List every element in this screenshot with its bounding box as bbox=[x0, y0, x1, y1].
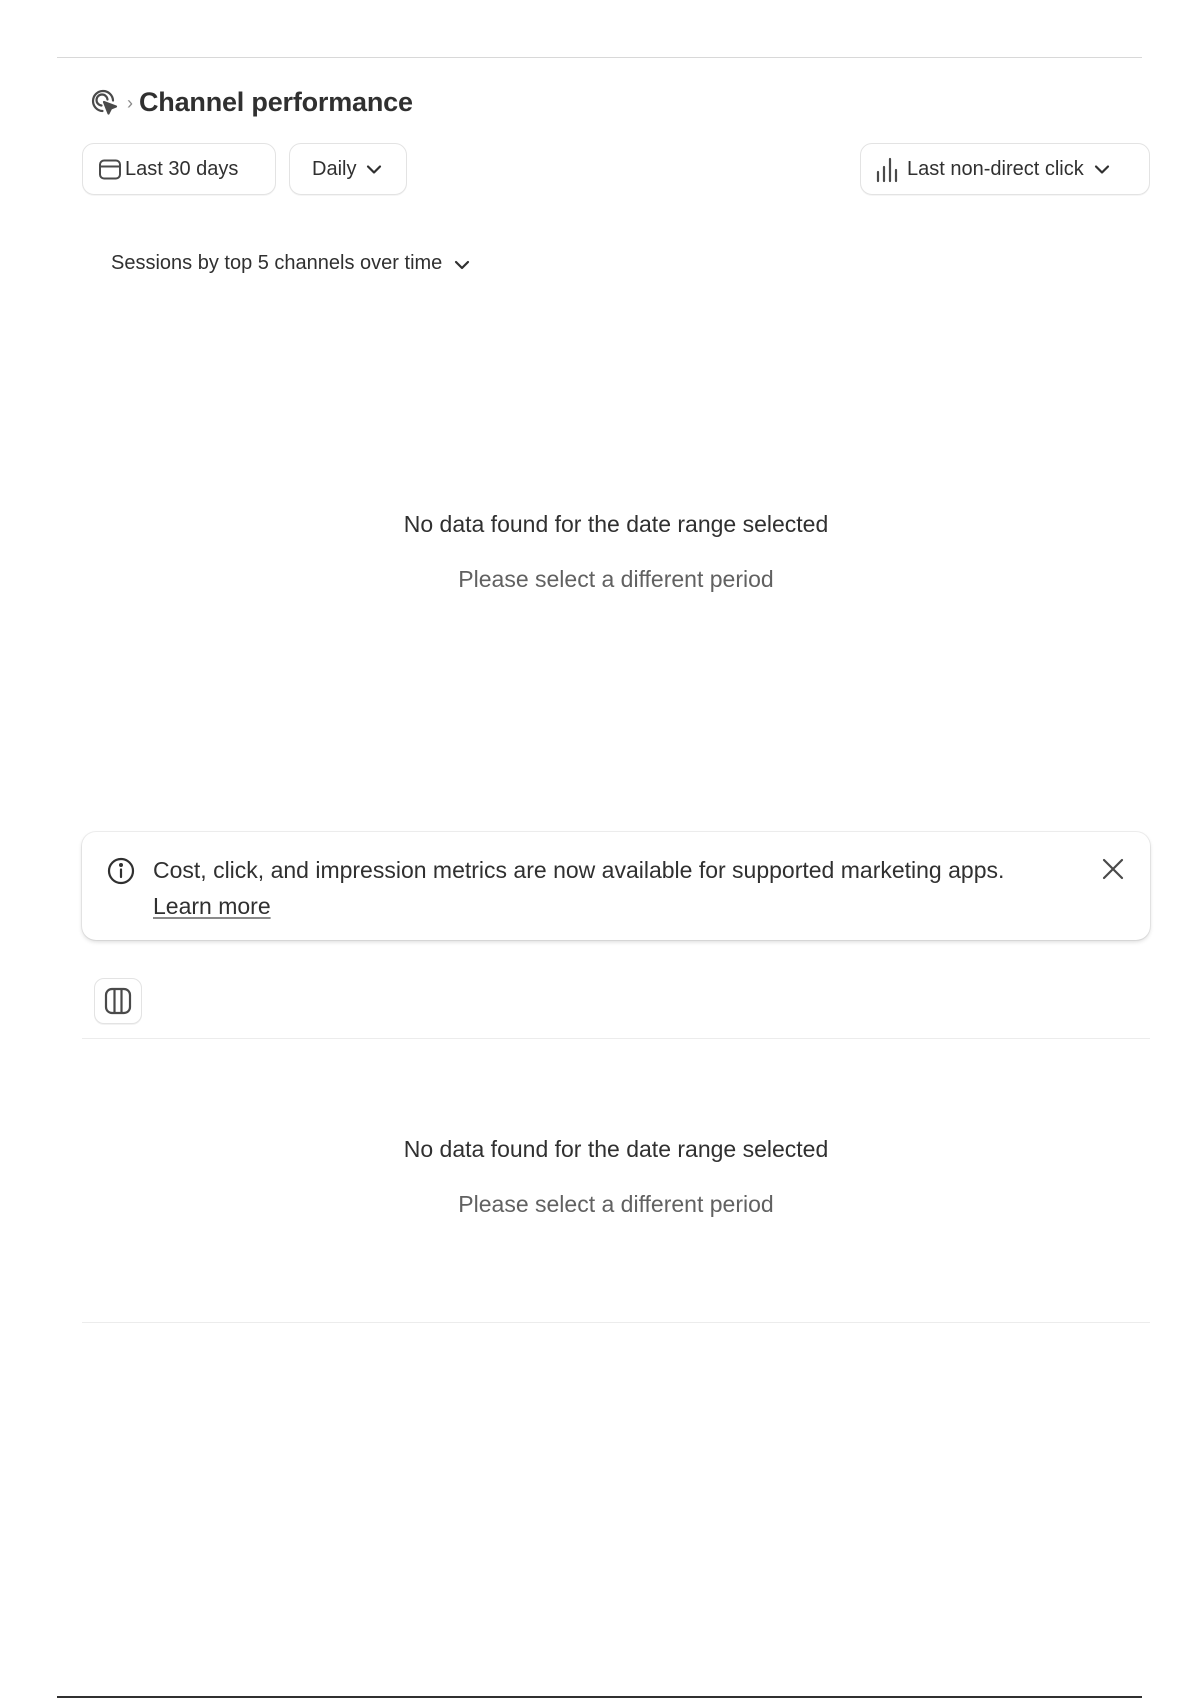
bar-chart-icon bbox=[873, 154, 903, 184]
empty-state-subtitle: Please select a different period bbox=[458, 1191, 774, 1217]
table-divider bbox=[82, 1038, 1150, 1039]
empty-state-subtitle: Please select a different period bbox=[458, 566, 774, 592]
banner-message-block bbox=[153, 852, 1083, 924]
info-icon bbox=[106, 856, 136, 886]
bottom-divider bbox=[57, 1696, 1142, 1698]
target-cursor-icon bbox=[89, 87, 119, 117]
empty-state-title: No data found for the date range selected bbox=[403, 511, 829, 537]
granularity-label: Daily bbox=[312, 157, 357, 180]
table-empty-state bbox=[82, 1136, 1150, 1218]
date-range-button[interactable] bbox=[82, 143, 276, 195]
chevron-down-icon bbox=[364, 159, 384, 179]
breadcrumb-separator: › bbox=[127, 92, 133, 113]
empty-state-title: No data found for the date range selected bbox=[403, 1136, 829, 1162]
banner-message: Cost, click, and impression metrics are now available for supported marketing apps. bbox=[153, 857, 1005, 883]
columns-icon bbox=[103, 986, 133, 1016]
date-range-label: Last 30 days bbox=[125, 157, 239, 180]
granularity-select[interactable] bbox=[289, 143, 407, 195]
top-divider bbox=[57, 57, 1142, 58]
info-banner bbox=[82, 832, 1150, 940]
page-header bbox=[89, 82, 413, 122]
chart-metric-label: Sessions by top 5 channels over time bbox=[111, 252, 443, 274]
calendar-icon bbox=[97, 156, 123, 182]
page-title: Channel performance bbox=[139, 86, 413, 117]
chevron-down-icon bbox=[1092, 159, 1112, 179]
table-divider bbox=[82, 1322, 1150, 1323]
chart-metric-select[interactable] bbox=[111, 252, 472, 275]
attribution-model-select[interactable] bbox=[860, 143, 1150, 195]
chart-empty-state bbox=[82, 511, 1150, 593]
attribution-model-label: Last non-direct click bbox=[907, 157, 1084, 180]
close-icon[interactable] bbox=[1098, 854, 1128, 884]
columns-button[interactable] bbox=[94, 978, 142, 1024]
learn-more-link[interactable]: Learn more bbox=[153, 893, 271, 919]
chevron-down-icon bbox=[452, 254, 472, 274]
